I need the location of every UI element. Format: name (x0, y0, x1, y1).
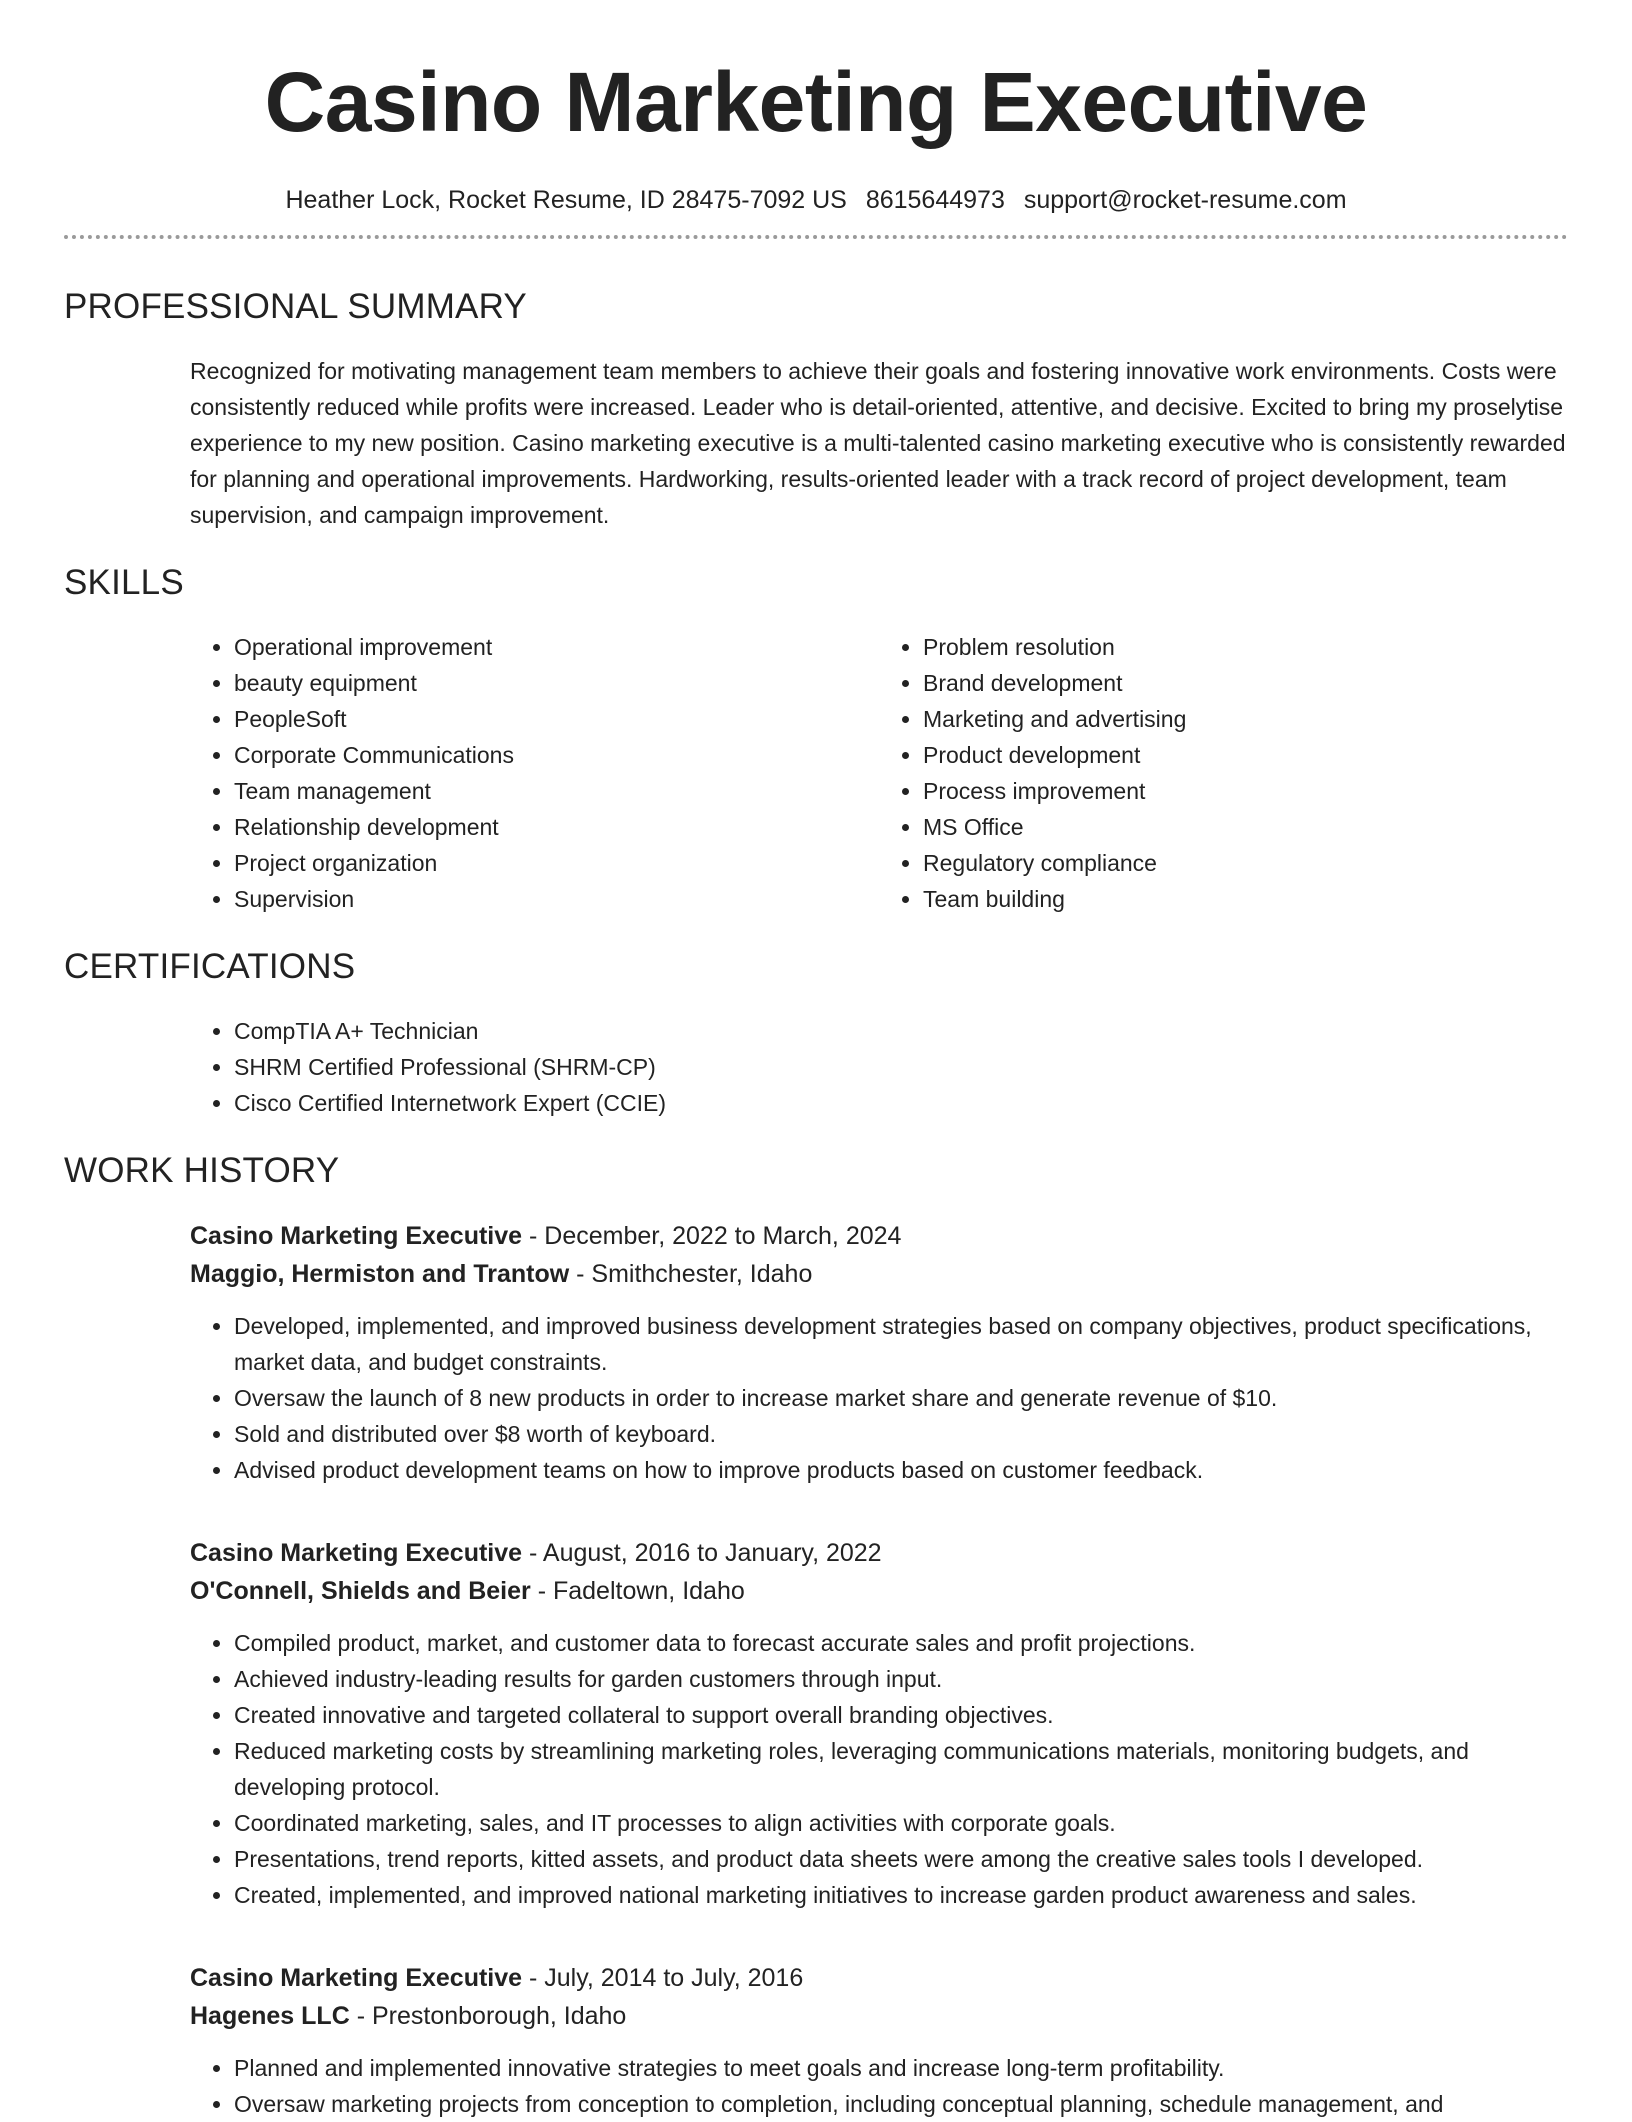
skills-list-right (879, 629, 1568, 917)
job-bullet: • Reduced marketing costs by streamlining marketing roles, leveraging communications materials, monitoring budgets, and developing protocol. (234, 1733, 1568, 1805)
job-title-line (190, 1217, 1568, 1255)
skill-item: • Marketing and advertising (923, 701, 1568, 737)
job-bullets (190, 1308, 1568, 1488)
job-title-line (190, 1534, 1568, 1572)
job-bullet: • Presentations, trend reports, kitted assets, and product data sheets were among the creative sales tools I developed. (234, 1841, 1568, 1877)
skill-item: • Team building (923, 881, 1568, 917)
job-bullet: • Created innovative and targeted collateral to support overall branding objectives. (234, 1697, 1568, 1733)
skill-item: • Brand development (923, 665, 1568, 701)
resume-title: Casino Marketing Executive (264, 55, 1368, 149)
summary-heading: PROFESSIONAL SUMMARY (64, 287, 527, 326)
skill-item: • PeopleSoft (234, 701, 879, 737)
certifications-block (64, 1013, 1568, 1121)
certifications-list (190, 1013, 1568, 1121)
skills-columns (64, 629, 1568, 917)
contact-email: support@rocket-resume.com (1023, 186, 1347, 214)
skill-item: • MS Office (923, 809, 1568, 845)
job-bullet: • Achieved industry-leading results for garden customers through input. (234, 1661, 1568, 1697)
skills-list-left (190, 629, 879, 917)
certifications-heading: CERTIFICATIONS (64, 947, 356, 986)
job-title: Casino Marketing Executive (190, 1539, 523, 1567)
job-bullet: • Advised product development teams on how to improve products based on customer feedback. (234, 1452, 1568, 1488)
job-bullets (190, 1625, 1568, 1913)
contact-phone: 8615644973 (865, 186, 1005, 214)
header-divider (64, 235, 1568, 239)
summary-section (64, 285, 1568, 533)
job-company: Maggio, Hermiston and Trantow (190, 1260, 570, 1288)
job-entry (64, 1959, 1568, 2122)
job-company-line (190, 1255, 1568, 1293)
job-entry (64, 1217, 1568, 1488)
skill-item: • Product development (923, 737, 1568, 773)
skill-item: • Supervision (234, 881, 879, 917)
job-bullet: • Compiled product, market, and customer data to forecast accurate sales and profit projections. (234, 1625, 1568, 1661)
job-bullets (190, 2050, 1568, 2122)
certification-item: • SHRM Certified Professional (SHRM-CP) (234, 1049, 1568, 1085)
skill-item: • Process improvement (923, 773, 1568, 809)
job-entry (64, 1534, 1568, 1913)
job-dates: - July, 2014 to July, 2016 (522, 1964, 804, 1992)
skills-heading: SKILLS (64, 563, 184, 602)
skill-item: • Operational improvement (234, 629, 879, 665)
job-dates: - December, 2022 to March, 2024 (522, 1222, 902, 1250)
job-bullet: • Sold and distributed over $8 worth of keyboard. (234, 1416, 1568, 1452)
skill-item: • Problem resolution (923, 629, 1568, 665)
job-company: Hagenes LLC (190, 2002, 350, 2030)
contact-line (64, 184, 1568, 216)
skills-section (64, 561, 1568, 917)
job-title: Casino Marketing Executive (190, 1222, 523, 1250)
job-bullet: • Oversaw the launch of 8 new products in order to increase market share and generate revenue of $10. (234, 1380, 1568, 1416)
job-location: - Prestonborough, Idaho (349, 2002, 627, 2030)
work-history-heading: WORK HISTORY (64, 1151, 340, 1190)
job-bullet: • Coordinated marketing, sales, and IT processes to align activities with corporate goals. (234, 1805, 1568, 1841)
skill-item: • Team management (234, 773, 879, 809)
job-location: - Smithchester, Idaho (569, 1260, 813, 1288)
job-title-line (190, 1959, 1568, 1997)
contact-address: Heather Lock, Rocket Resume, ID 28475-7092 US (285, 186, 847, 214)
skill-item: • Corporate Communications (234, 737, 879, 773)
certification-item: • CompTIA A+ Technician (234, 1013, 1568, 1049)
job-dates: - August, 2016 to January, 2022 (522, 1539, 882, 1567)
job-company-line (190, 1997, 1568, 2035)
job-company: O'Connell, Shields and Beier (190, 1577, 531, 1605)
job-location: - Fadeltown, Idaho (530, 1577, 745, 1605)
summary-text: Recognized for motivating management team members to achieve their goals and fostering innovative work environments. Costs were consistently reduced while profits were increased. Leader who is detail-oriented, attentive, and decisive. Excited to bring my proselytise experience to my new position. Casino marketing executive is a multi-talented casino marketing executive who is consistently rewarded for planning and operational improvements. Hardworking, results-oriented leader with a track record of project development, team supervision, and campaign improvement. (190, 358, 1566, 528)
job-bullet: • Developed, implemented, and improved business development strategies based on company objectives, product specifications, market data, and budget constraints. (234, 1308, 1568, 1380)
skill-item: • Regulatory compliance (923, 845, 1568, 881)
job-bullet: • Oversaw marketing projects from conception to completion, including conceptual planning, schedule management, and (234, 2086, 1568, 2122)
work-history-section (64, 1149, 1568, 2122)
skill-item: • beauty equipment (234, 665, 879, 701)
certification-item: • Cisco Certified Internetwork Expert (CCIE) (234, 1085, 1568, 1121)
job-bullet: • Planned and implemented innovative strategies to meet goals and increase long-term profitability. (234, 2050, 1568, 2086)
job-title: Casino Marketing Executive (190, 1964, 523, 1992)
job-bullet: • Created, implemented, and improved national marketing initiatives to increase garden product awareness and sales. (234, 1877, 1568, 1913)
job-company-line (190, 1572, 1568, 1610)
certifications-section (64, 945, 1568, 1121)
skill-item: • Project organization (234, 845, 879, 881)
skill-item: • Relationship development (234, 809, 879, 845)
